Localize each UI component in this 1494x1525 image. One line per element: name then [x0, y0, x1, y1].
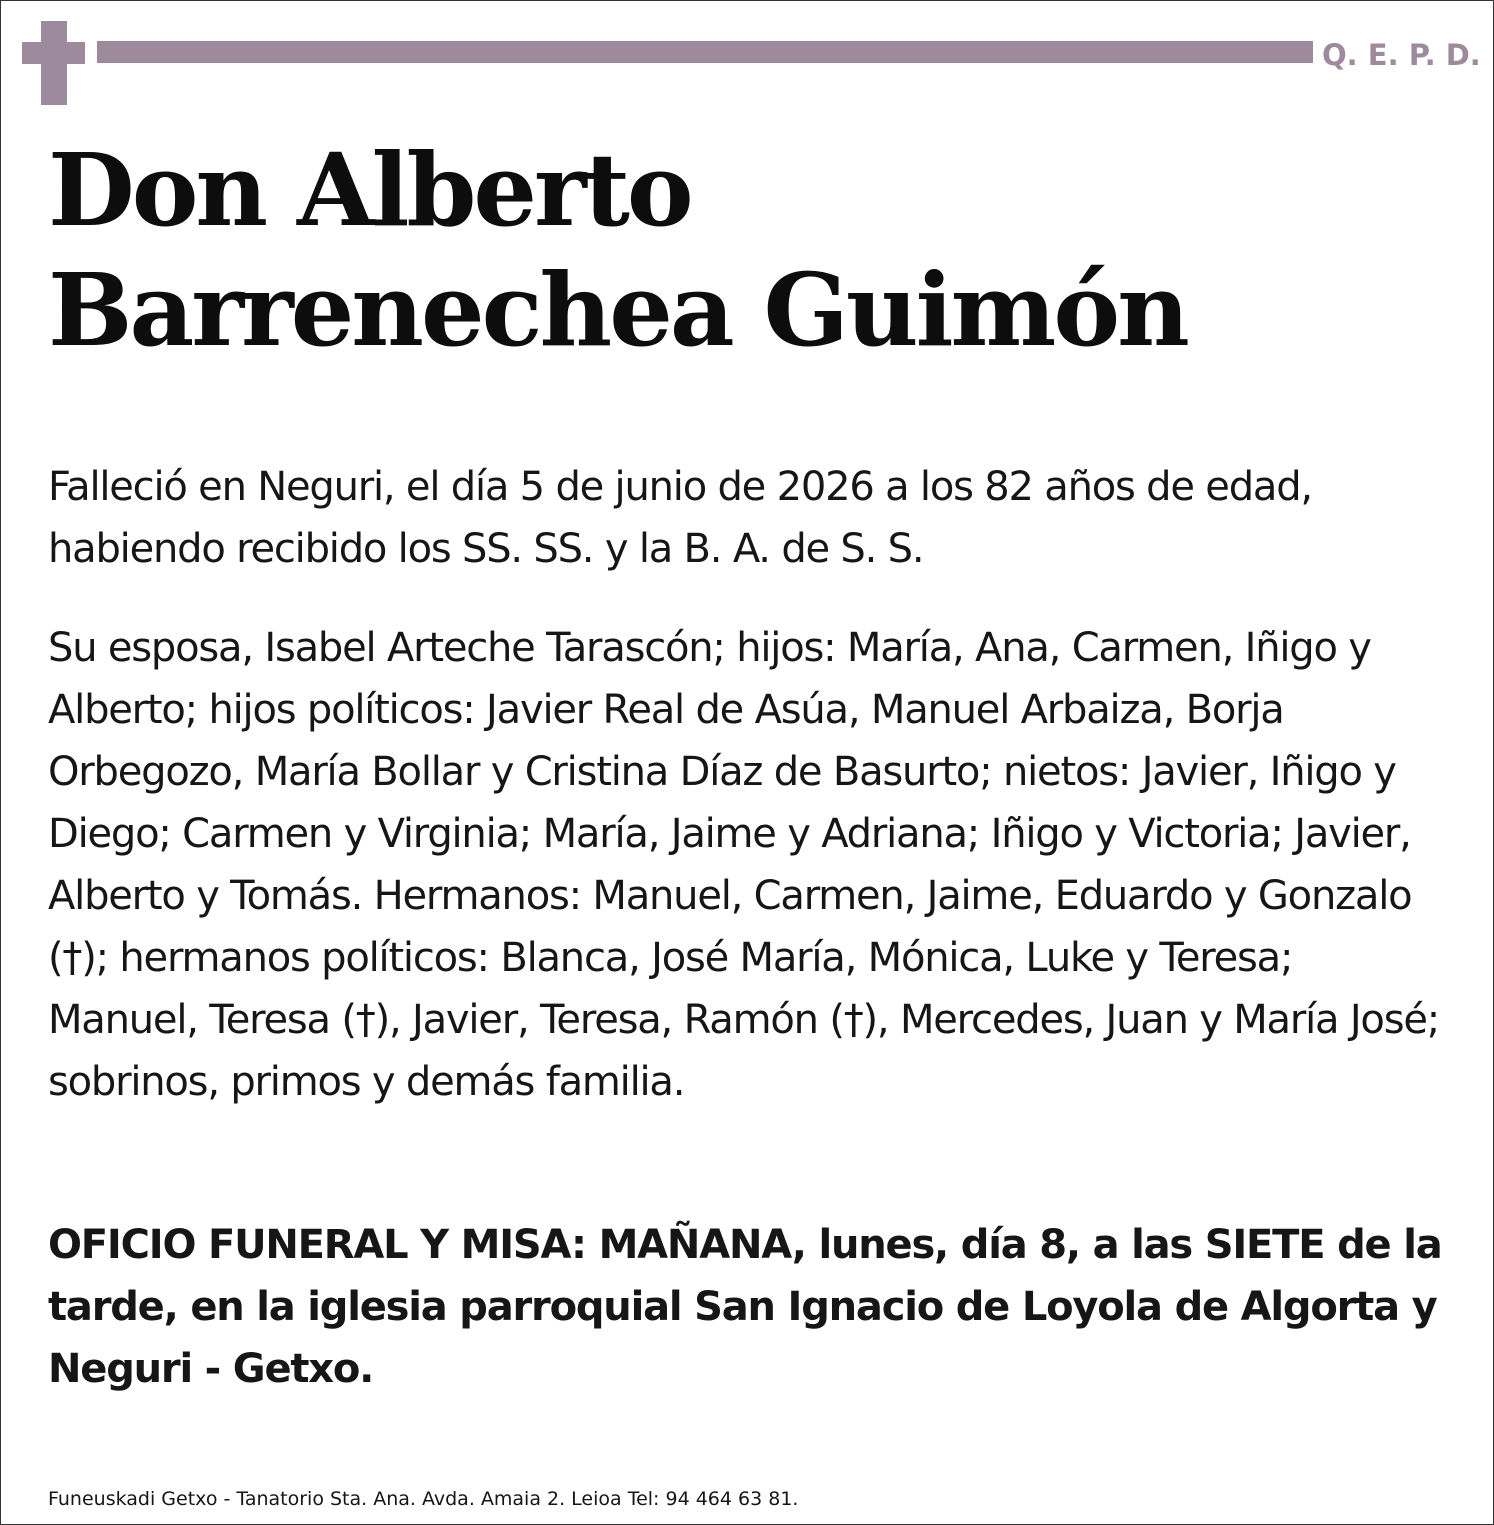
deceased-name-line2: Barrenechea Guimón [48, 251, 1187, 369]
family-paragraph: Su esposa, Isabel Arteche Tarascón; hijos: María, Ana, Carmen, Iñigo y Alberto; hijos políticos: Javier Real de Asúa, Manuel Arbaiza, Borja Orbegozo, María Bollar y Cristina Díaz de Basurto; nietos: Javier, Iñigo y Diego; Carmen y Virginia; María, Jaime y Adriana; Iñigo y Victoria; Javier, Alberto y Tomás. Hermanos: Manuel, Carmen, Jaime, Eduardo y Gonzalo (†); hermanos políticos: Blanca, José María, Mónica, Luke y Teresa; Manuel, Teresa (†), Javier, Teresa, Ramón (†), Mercedes, Juan y María José; sobrinos, primos y demás familia. [48, 625, 1440, 1105]
header-rule [97, 41, 1313, 63]
cross-horizontal-bar [22, 42, 85, 64]
service-paragraph: OFICIO FUNERAL Y MISA: MAÑANA, lunes, día 8, a las SIETE de la tarde, en la iglesia parroquial San Ignacio de Loyola de Algorta y Neguri - Getxo. [48, 1222, 1442, 1392]
funeral-home-footer: Funeuskadi Getxo - Tanatorio Sta. Ana. Avda. Amaia 2. Leioa Tel: 94 464 63 81. [48, 1488, 799, 1510]
qepd-label: Q. E. P. D. [1322, 38, 1481, 72]
death-paragraph: Falleció en Neguri, el día 5 de junio de 2026 a los 82 años de edad, habiendo recibido los SS. SS. y la B. A. de S. S. [48, 464, 1312, 572]
deceased-name [48, 130, 1468, 370]
deceased-name-line1: Don Alberto [48, 131, 691, 249]
